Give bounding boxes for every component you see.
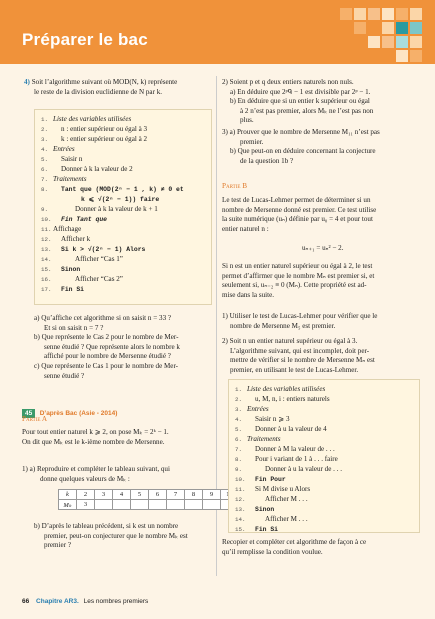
algorithm-line (41, 205, 158, 215)
chapter-title: Les nombres premiers (83, 598, 149, 605)
line-text: Si k > √(2ⁿ − 1) Alors (61, 246, 146, 253)
line-number: 7. (235, 446, 242, 453)
algorithm-line (41, 175, 87, 185)
line-number: 13. (235, 506, 246, 513)
line-text: Donner à u la valeur de . . . (265, 465, 343, 473)
line-text: n : entier supérieur ou égal à 3 (61, 125, 148, 133)
line-text: Affichage (53, 225, 82, 233)
line-text: Fin Tant que (61, 216, 108, 223)
algorithm-line (41, 125, 147, 135)
algorithm-line (235, 465, 342, 475)
line-text: Tant que (MOD(2ⁿ − 1 , k) ≠ 0 et (61, 186, 184, 193)
question-1a: 1) a) Reproduire et compléter le tableau suivant, qui donne quelques valeurs de Mₖ : (22, 465, 170, 483)
line-text: Liste des variables utilisées (247, 385, 326, 393)
algorithm-line (235, 515, 308, 525)
algorithm-line (41, 135, 147, 145)
line-number: 5. (41, 156, 48, 163)
algorithm-line (41, 155, 82, 165)
algorithm-line (41, 225, 81, 235)
line-text: Afficher “Cas 2” (75, 275, 123, 283)
algorithm-line (41, 255, 123, 265)
final-instruction: Recopier et compléter cet algorithme de façon à ce qu’il remplisse la condition voulue. (222, 538, 367, 556)
algorithm-line (235, 505, 274, 515)
question-1b: b) D’après le tableau précédent, si k est un nombre premier, peut-on conjecturer que le nombre Mₖ est premier ? (34, 522, 188, 550)
table-cell: 8 (185, 490, 203, 500)
table-cell: 6 (149, 490, 167, 500)
line-number: 15. (235, 526, 246, 533)
recurrence-formula: uₙ₊₁ = uₙ² − 2. (302, 244, 344, 252)
algorithm-line (235, 525, 278, 535)
table-cell (95, 500, 113, 510)
algorithm-line (235, 475, 286, 485)
line-number: 9. (235, 466, 242, 473)
question-4: 4) Soit l’algorithme suivant où MOD(N, k) représente le reste de la division euclidienne de N par k. (24, 78, 178, 96)
question-b1: 1) Utiliser le test de Lucas-Lehmer pour vérifier que le nombre de Mersenne M₅ est premier. (222, 312, 378, 330)
table-cell: 7 (167, 490, 185, 500)
table-cell (167, 500, 185, 510)
line-number: 14. (235, 516, 246, 523)
line-text: Saisir n ⩾ 3 (255, 415, 290, 423)
algorithm-line (41, 145, 75, 155)
algorithm-line (41, 215, 107, 225)
line-text: Donner à k la valeur de k + 1 (75, 205, 158, 213)
page-title: Préparer le bac (22, 30, 148, 49)
exercise-number-badge: 45 (22, 409, 35, 418)
line-text: Entrées (247, 405, 269, 413)
algorithm-line (235, 495, 308, 505)
table-cell: 3 (77, 500, 95, 510)
line-text: Donner à M la valeur de . . . (255, 445, 335, 453)
line-number: 8. (41, 186, 48, 193)
algorithm-line (41, 195, 159, 205)
line-number: 12. (235, 496, 246, 503)
table-cell: 2 (77, 490, 95, 500)
chapter-label: Chapitre AR3. (36, 598, 79, 605)
line-text: Afficher M . . . (265, 495, 308, 503)
part-b-intro: Le test de Lucas-Lehmer permet de déterminer si un nombre de Mersenne donné est premier. Ce test utilise la suite numérique (uₙ) définie par u₀ = 4 et pour tout entier naturel n : (222, 196, 377, 233)
table-cell (131, 500, 149, 510)
table-cell: 4 (113, 490, 131, 500)
line-text: Afficher “Cas 1” (75, 255, 123, 263)
line-number: 2. (235, 396, 242, 403)
algorithm-line (235, 395, 330, 405)
algorithm-line (235, 485, 310, 495)
algorithm-line (235, 415, 290, 425)
table-cell (203, 500, 221, 510)
question-2: 2) Soient p et q deux entiers naturels non nuls. a) En déduire que 2ᵖᑫ − 1 est divisible par 2ᵖ − 1. b) En déduire que si un entier k supérieur ou égal à 2 n’est pas premier, alors Mₖ ne l’est pas non plus. (222, 78, 374, 125)
line-number: 3. (235, 406, 242, 413)
line-text: Sinon (255, 506, 275, 513)
line-text: Fin Si (61, 286, 85, 293)
line-number: 7. (41, 176, 48, 183)
line-text: Pour i variant de 1 à . . . faire (255, 455, 338, 463)
line-number: 13. (41, 246, 52, 253)
table-cell: k (59, 490, 77, 500)
line-number: 5. (235, 426, 242, 433)
question-3: 3) a) Prouver que le nombre de Mersenne M₁₁ n’est pas premier. b) Que peut-on en déduire concernant la conjecture de la question 1b ? (222, 128, 380, 165)
line-number: 11. (41, 226, 52, 233)
algorithm-box-2 (228, 379, 420, 533)
page-header (0, 0, 435, 64)
algorithm-line (235, 445, 335, 455)
table-cell (185, 500, 203, 510)
algorithm-line (235, 455, 338, 465)
table-cell: 9 (203, 490, 221, 500)
line-number: 6. (41, 166, 48, 173)
algorithm-line (41, 185, 184, 195)
question-b2: 2) Soit n un entier naturel supérieur ou égal à 3. L’algorithme suivant, qui est incomplet, doit per- mettre de vérifier si le nombre de Mersenne Mₙ est premier, en utilisant le test de Lucas-Lehmer. (222, 337, 375, 374)
table-cell (149, 500, 167, 510)
table-cell (113, 500, 131, 510)
table-cell: 3 (95, 490, 113, 500)
table-cell: Mₖ (59, 500, 77, 510)
line-text: Entrées (53, 145, 75, 153)
line-text: Sinon (61, 266, 81, 273)
line-text: Traitements (247, 435, 281, 443)
line-text: Fin Si (255, 526, 279, 533)
line-number: 10. (235, 476, 246, 483)
line-number: 11. (235, 486, 246, 493)
line-number: 1. (41, 116, 48, 123)
line-text: k ⩽ √(2ⁿ − 1)) faire (81, 196, 160, 203)
line-number: 9. (41, 206, 48, 213)
line-number: 2. (41, 126, 48, 133)
page-number: 66 (22, 598, 30, 605)
line-text: Fin Pour (255, 476, 286, 483)
questions-abc: a) Qu’affiche cet algorithme si on saisit n = 33 ? Et si on saisit n = 7 ? b) Que représente le Cas 2 pour le nombre de Mer- senne étudié ? Que représente alors le nombre k affiché pour le nombre de Mersenne étudié ? c) Que représente le Cas 1 pour le nombre de Mer- senne étudié ? (34, 314, 180, 380)
algorithm-line (235, 425, 327, 435)
line-number: 10. (41, 216, 52, 223)
algorithm-line (235, 385, 325, 395)
line-number: 16. (41, 276, 52, 283)
line-text: Si M divise u Alors (255, 485, 311, 493)
line-number: 4. (235, 416, 242, 423)
exercise-title: D’après Bac (Asie - 2014) (39, 410, 118, 417)
line-number: 12. (41, 236, 52, 243)
algorithm-line (235, 405, 269, 415)
algorithm-line (41, 165, 133, 175)
line-number: 3. (41, 136, 48, 143)
algorithm-line (41, 275, 123, 285)
algorithm-line (41, 235, 90, 245)
algorithm-line (41, 245, 145, 255)
line-text: Donner à u la valeur de 4 (255, 425, 327, 433)
line-text: Saisir n (61, 155, 83, 163)
algorithm-line (235, 435, 281, 445)
line-number: 15. (41, 266, 52, 273)
line-text: Afficher M . . . (265, 515, 308, 523)
part-b-property: Si n est un entier naturel supérieur ou égal à 2, le test permet d’affirmer que le nombre Mₙ est premier si, et seulement si, uₙ₋₂ ≡ 0 (Mₙ). Cette propriété est ad- mise dans la suite. (222, 262, 375, 299)
line-text: u, M, n, i : entiers naturels (255, 395, 330, 403)
page-footer (22, 598, 148, 605)
line-number: 6. (235, 436, 242, 443)
line-text: Traitements (53, 175, 87, 183)
line-number: 14. (41, 256, 52, 263)
line-number: 1. (235, 386, 242, 393)
line-number: 8. (235, 456, 242, 463)
line-number: 17. (41, 286, 52, 293)
part-b-title: Partie B (222, 182, 248, 190)
part-a-title: Partie A (22, 415, 48, 423)
part-a-intro: Pour tout entier naturel k ⩾ 2, on pose Mₖ = 2ᵏ − 1. On dit que Mₖ est le k-ième nombre de Mersenne. (22, 428, 169, 446)
algorithm-line (41, 115, 131, 125)
line-text: Afficher k (61, 235, 91, 243)
mersenne-table (58, 489, 239, 510)
line-text: Liste des variables utilisées (53, 115, 132, 123)
table-cell: 5 (131, 490, 149, 500)
algorithm-line (41, 285, 84, 295)
line-number: 4. (41, 146, 48, 153)
line-text: k : entier supérieur ou égal à 2 (61, 135, 148, 143)
algorithm-box-1 (34, 109, 212, 305)
algorithm-line (41, 265, 80, 275)
line-text: Donner à k la valeur de 2 (61, 165, 133, 173)
